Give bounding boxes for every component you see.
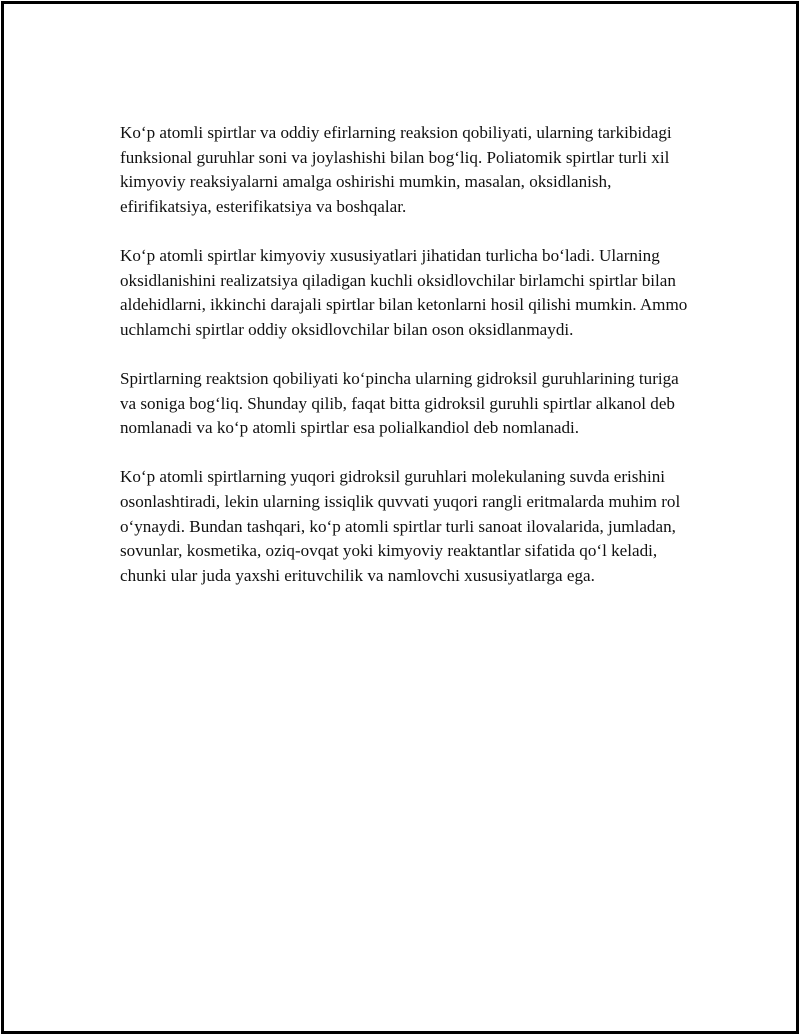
document-body — [120, 121, 696, 613]
paragraph-4: Ko‘p atomli spirtlarning yuqori gidroksil guruhlari molekulaning suvda erishini osonlashtiradi, lekin ularning issiqlik quvvati yuqori rangli eritmalarda muhim rol o‘ynaydi. Bundan tashqari, ko‘p atomli spirtlar turli sanoat ilovalarida, jumladan, sovunlar, kosmetika, oziq-ovqat yoki kimyoviy reaktantlar sifatida qo‘l keladi, chunki ular juda yaxshi erituvchilik va namlovchi xususiyatlarga ega. — [120, 467, 681, 585]
paragraph-1: Ko‘p atomli spirtlar va oddiy efirlarning reaksion qobiliyati, ularning tarkibidagi funksional guruhlar soni va joylashishi bilan bog‘liq. Poliatomik spirtlar turli xil kimyoviy reaksiyalarni amalga oshirishi mumkin, masalan, oksidlanish, efirifikatsiya, esterifikatsiya va boshqalar. — [120, 123, 672, 216]
paragraph-3: Spirtlarning reaktsion qobiliyati ko‘pincha ularning gidroksil guruhlarining turiga va soniga bog‘liq. Shunday qilib, faqat bitta gidroksil guruhli spirtlar alkanol deb nomlanadi va ko‘p atomli spirtlar esa polialkandiol deb nomlanadi. — [120, 368, 679, 438]
paragraph-2: Ko‘p atomli spirtlar kimyoviy xususiyatlari jihatidan turlicha bo‘ladi. Ularning oksidlanishini realizatsiya qiladigan kuchli oksidlovchilar birlamchi spirtlar bilan aldehidlarni, ikkinchi darajali spirtlar bilan ketonlarni hosil qilishi mumkin. Ammo uchlamchi spirtlar oddiy oksidlovchilar bilan oson oksidlanmaydi. — [120, 245, 688, 339]
page-frame — [1, 1, 799, 1034]
